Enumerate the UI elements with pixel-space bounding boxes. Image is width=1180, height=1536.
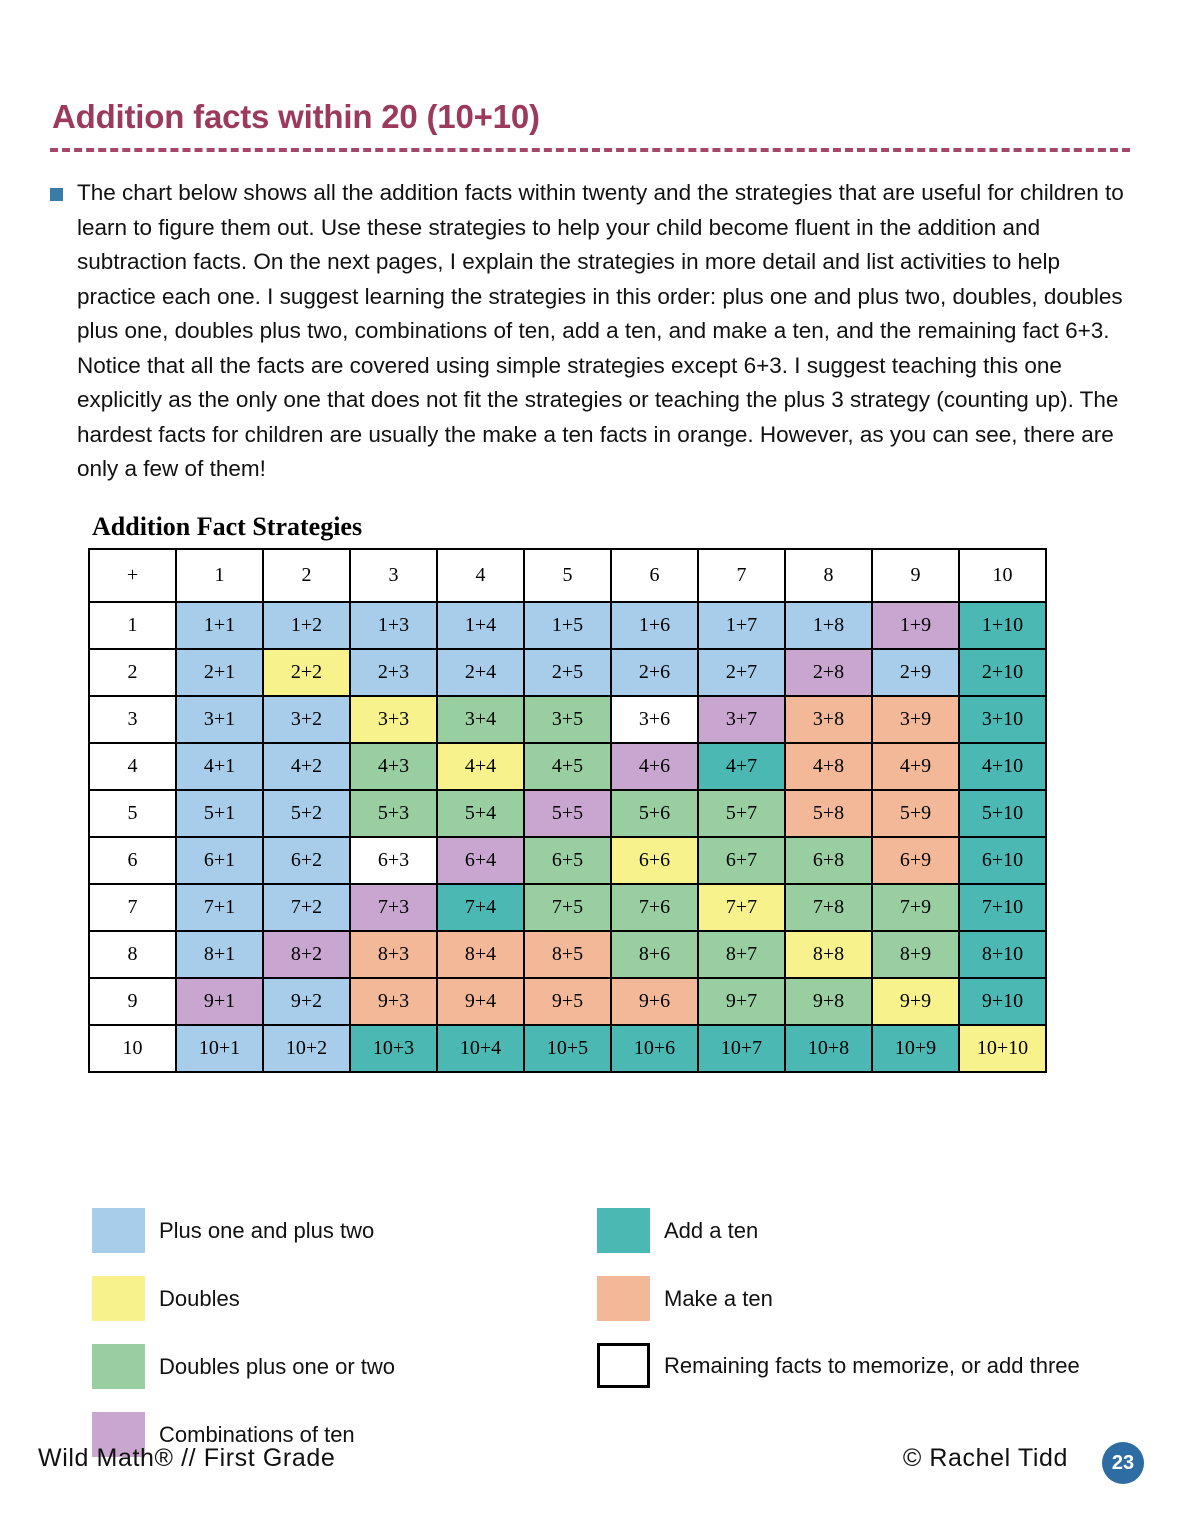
- grid-row: [89, 790, 1046, 837]
- grid-cell: 6+10: [959, 837, 1046, 884]
- grid-cell: 9+1: [176, 978, 263, 1025]
- grid-cell: 7+5: [524, 884, 611, 931]
- grid-cell: 4+1: [176, 743, 263, 790]
- grid-row: [89, 978, 1046, 1025]
- grid-cell: 7+4: [437, 884, 524, 931]
- grid-column-header-5: 5: [524, 549, 611, 602]
- grid-cell: 9+5: [524, 978, 611, 1025]
- grid-cell: 4+3: [350, 743, 437, 790]
- grid-cell: 8+2: [263, 931, 350, 978]
- grid-cell: 3+9: [872, 696, 959, 743]
- grid-cell: 1+7: [698, 602, 785, 649]
- legend-item: [597, 1343, 1080, 1388]
- grid-cell: 8+5: [524, 931, 611, 978]
- grid-cell: 5+10: [959, 790, 1046, 837]
- grid-cell: 5+8: [785, 790, 872, 837]
- legend-item: [92, 1208, 395, 1253]
- grid-corner-label: +: [89, 549, 176, 602]
- grid-cell: 4+4: [437, 743, 524, 790]
- grid-cell: 10+3: [350, 1025, 437, 1072]
- grid-cell: 4+7: [698, 743, 785, 790]
- legend-label: Doubles: [159, 1285, 240, 1311]
- intro-block: [50, 176, 1140, 487]
- grid-cell: 1+1: [176, 602, 263, 649]
- chart-title: Addition Fact Strategies: [92, 512, 363, 541]
- legend-label: Combinations of ten: [159, 1421, 355, 1447]
- footer-copyright: © Rachel Tidd: [902, 1444, 1068, 1472]
- grid-cell: 9+7: [698, 978, 785, 1025]
- grid-cell: 1+5: [524, 602, 611, 649]
- grid-cell: 1+3: [350, 602, 437, 649]
- page-title: Addition facts within 20 (10+10): [52, 98, 540, 135]
- legend-swatch-blue: [92, 1208, 145, 1253]
- grid-cell: 5+9: [872, 790, 959, 837]
- legend-label: Plus one and plus two: [159, 1217, 375, 1243]
- grid-row: [89, 931, 1046, 978]
- grid-column-header-7: 7: [698, 549, 785, 602]
- grid-cell: 5+2: [263, 790, 350, 837]
- legend-item: [92, 1276, 395, 1321]
- grid-cell: 8+8: [785, 931, 872, 978]
- grid-cell: 3+5: [524, 696, 611, 743]
- grid-cell: 1+10: [959, 602, 1046, 649]
- grid-cell: 9+10: [959, 978, 1046, 1025]
- grid-row: [89, 696, 1046, 743]
- grid-row-header-2: 2: [89, 649, 176, 696]
- grid-cell: 2+9: [872, 649, 959, 696]
- legend-item: [597, 1276, 1080, 1321]
- grid-cell: 7+10: [959, 884, 1046, 931]
- grid-row: [89, 837, 1046, 884]
- grid-cell: 5+3: [350, 790, 437, 837]
- grid-cell: 9+9: [872, 978, 959, 1025]
- legend-swatch-yellow: [92, 1276, 145, 1321]
- grid-cell: 10+5: [524, 1025, 611, 1072]
- grid-cell: 2+5: [524, 649, 611, 696]
- grid-cell: 1+2: [263, 602, 350, 649]
- grid-row-header-10: 10: [89, 1025, 176, 1072]
- grid-row: [89, 649, 1046, 696]
- grid-cell: 1+9: [872, 602, 959, 649]
- grid-cell: 6+5: [524, 837, 611, 884]
- grid-row-header-1: 1: [89, 602, 176, 649]
- grid-cell: 10+9: [872, 1025, 959, 1072]
- grid-cell: 5+6: [611, 790, 698, 837]
- grid-row-header-5: 5: [89, 790, 176, 837]
- grid-row-header-8: 8: [89, 931, 176, 978]
- grid-cell: 6+1: [176, 837, 263, 884]
- grid-cell: 5+7: [698, 790, 785, 837]
- grid-cell: 5+5: [524, 790, 611, 837]
- grid-cell: 6+9: [872, 837, 959, 884]
- grid-cell: 6+8: [785, 837, 872, 884]
- grid-cell: 10+2: [263, 1025, 350, 1072]
- legend-label: Doubles plus one or two: [159, 1353, 396, 1379]
- grid-cell: 3+4: [437, 696, 524, 743]
- grid-cell: 6+2: [263, 837, 350, 884]
- grid-row: [89, 743, 1046, 790]
- grid-cell: 5+1: [176, 790, 263, 837]
- grid-cell: 3+1: [176, 696, 263, 743]
- legend-item: [92, 1344, 395, 1389]
- legend-label: Add a ten: [664, 1217, 759, 1243]
- grid-cell: 8+10: [959, 931, 1046, 978]
- grid-row-header-9: 9: [89, 978, 176, 1025]
- grid-cell: 9+4: [437, 978, 524, 1025]
- grid-cell: 2+10: [959, 649, 1046, 696]
- footer-brand: Wild Math® // First Grade: [38, 1444, 336, 1472]
- grid-cell: 2+1: [176, 649, 263, 696]
- grid-cell: 2+4: [437, 649, 524, 696]
- grid-cell: 3+7: [698, 696, 785, 743]
- grid-cell: 6+7: [698, 837, 785, 884]
- grid-column-header-4: 4: [437, 549, 524, 602]
- grid-column-header-3: 3: [350, 549, 437, 602]
- grid-cell: 10+4: [437, 1025, 524, 1072]
- grid-cell: 9+3: [350, 978, 437, 1025]
- grid-cell: 7+2: [263, 884, 350, 931]
- grid-cell: 10+1: [176, 1025, 263, 1072]
- grid-cell: 4+9: [872, 743, 959, 790]
- grid-cell: 8+9: [872, 931, 959, 978]
- grid-cell: 8+6: [611, 931, 698, 978]
- intro-paragraph: The chart below shows all the addition facts within twenty and the strategies that are useful for children to learn to figure them out. Use these strategies to help your child become fluent in the addition and subtraction facts. On the next pages, I explain the strategies in more detail and list activities to help practice each one. I suggest learning the strategies in this order: plus one and plus two, doubles, doubles plus one, doubles plus two, combinations of ten, add a ten, and make a ten, and the remaining fact 6+3. Notice that all the facts are covered using simple strategies except 6+3. I suggest teaching this one explicitly as the only one that does not fit the strategies or teaching the plus 3 strategy (counting up). The hardest facts for children are usually the make a ten facts in orange. However, as you can see, there are only a few of them!: [77, 180, 1124, 481]
- grid-cell: 4+2: [263, 743, 350, 790]
- bullet-square-icon: [50, 188, 63, 201]
- legend-label: Make a ten: [664, 1285, 773, 1311]
- grid-cell: 4+6: [611, 743, 698, 790]
- grid-cell: 2+7: [698, 649, 785, 696]
- grid-row: [89, 602, 1046, 649]
- grid-header-row: [89, 549, 1046, 602]
- grid-cell: 6+6: [611, 837, 698, 884]
- grid-cell: 9+2: [263, 978, 350, 1025]
- grid-cell: 3+3: [350, 696, 437, 743]
- legend-item: [597, 1208, 1080, 1253]
- grid-cell: 10+7: [698, 1025, 785, 1072]
- page-number-badge: 23: [1102, 1442, 1144, 1484]
- grid-cell: 8+7: [698, 931, 785, 978]
- grid-cell: 9+8: [785, 978, 872, 1025]
- grid-cell: 9+6: [611, 978, 698, 1025]
- grid-cell: 3+2: [263, 696, 350, 743]
- grid-cell: 7+7: [698, 884, 785, 931]
- grid-cell: 2+2: [263, 649, 350, 696]
- grid-row-header-6: 6: [89, 837, 176, 884]
- legend-swatch-green: [92, 1344, 145, 1389]
- grid-column-header-9: 9: [872, 549, 959, 602]
- grid-cell: 1+4: [437, 602, 524, 649]
- grid-cell: 1+6: [611, 602, 698, 649]
- grid-cell: 8+4: [437, 931, 524, 978]
- grid-row-header-4: 4: [89, 743, 176, 790]
- grid-cell: 8+1: [176, 931, 263, 978]
- grid-cell: 7+3: [350, 884, 437, 931]
- legend-swatch-peach: [597, 1276, 650, 1321]
- grid-cell: 5+4: [437, 790, 524, 837]
- grid-cell: 7+1: [176, 884, 263, 931]
- legend-swatch-teal: [597, 1208, 650, 1253]
- grid-cell: 3+8: [785, 696, 872, 743]
- grid-row-header-3: 3: [89, 696, 176, 743]
- grid-cell: 7+9: [872, 884, 959, 931]
- grid-cell: 4+8: [785, 743, 872, 790]
- grid-cell: 8+3: [350, 931, 437, 978]
- grid-column-header-1: 1: [176, 549, 263, 602]
- grid-cell: 4+5: [524, 743, 611, 790]
- grid-cell: 10+10: [959, 1025, 1046, 1072]
- grid-cell: 2+8: [785, 649, 872, 696]
- grid-column-header-8: 8: [785, 549, 872, 602]
- grid-cell: 6+3: [350, 837, 437, 884]
- grid-cell: 1+8: [785, 602, 872, 649]
- grid-cell: 7+8: [785, 884, 872, 931]
- grid-cell: 10+8: [785, 1025, 872, 1072]
- legend-column-right: [597, 1208, 1080, 1402]
- grid-cell: 3+6: [611, 696, 698, 743]
- grid-cell: 7+6: [611, 884, 698, 931]
- grid-cell: 2+3: [350, 649, 437, 696]
- grid-cell: 2+6: [611, 649, 698, 696]
- legend-swatch-white: [597, 1343, 650, 1388]
- grid-row: [89, 1025, 1046, 1072]
- addition-fact-grid: [88, 548, 1047, 1073]
- legend-label: Remaining facts to memorize, or add three: [664, 1352, 1080, 1378]
- grid-column-header-10: 10: [959, 549, 1046, 602]
- grid-column-header-6: 6: [611, 549, 698, 602]
- grid-cell: 4+10: [959, 743, 1046, 790]
- legend-column-left: [92, 1208, 395, 1471]
- title-divider: [50, 148, 1130, 152]
- grid-row: [89, 884, 1046, 931]
- grid-cell: 10+6: [611, 1025, 698, 1072]
- grid-column-header-2: 2: [263, 549, 350, 602]
- grid-cell: 6+4: [437, 837, 524, 884]
- grid-cell: 3+10: [959, 696, 1046, 743]
- grid-row-header-7: 7: [89, 884, 176, 931]
